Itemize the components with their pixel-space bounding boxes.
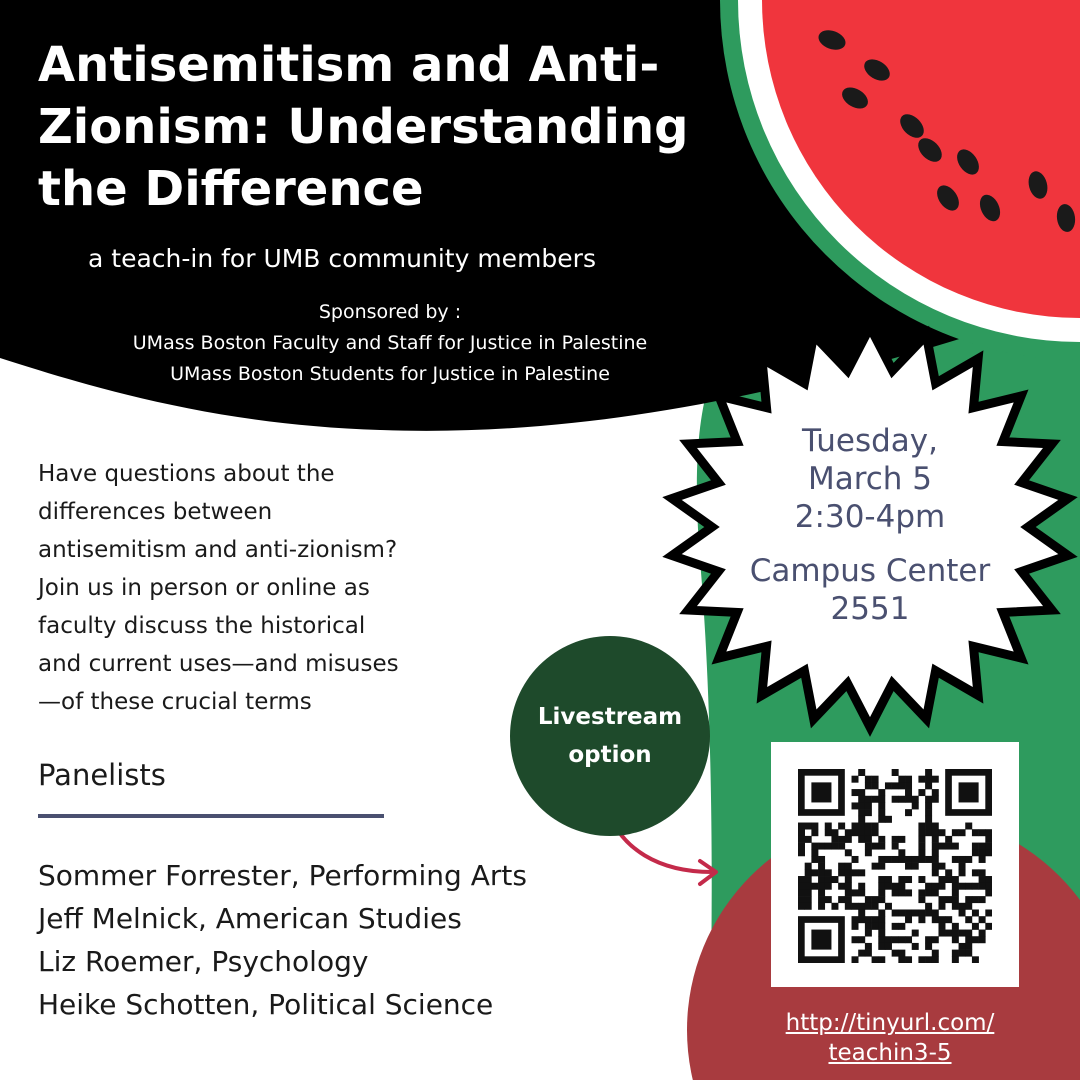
event-time: 2:30-4pm — [794, 499, 946, 535]
intro-line: antisemitism and anti-zionism? — [38, 537, 398, 563]
panelists-list — [38, 854, 658, 1026]
livestream-label: option — [568, 742, 652, 768]
qr-link-line: teachin3-5 — [828, 1040, 952, 1066]
sponsor-item: UMass Boston Students for Justice in Palestine — [170, 363, 610, 385]
qr-link-line: http://tinyurl.com/ — [785, 1010, 995, 1036]
event-day: Tuesday, — [802, 423, 938, 459]
livestream-label: Livestream — [537, 704, 683, 730]
sponsors-label: Sponsored by : — [318, 301, 462, 323]
event-details — [714, 422, 1026, 628]
intro-line: faculty discuss the historical — [38, 613, 366, 639]
panelist-item: Heike Schotten, Political Science — [38, 988, 494, 1021]
page-title — [38, 34, 738, 220]
title-line: Zionism: Understanding — [38, 99, 689, 155]
intro-line: Have questions about the — [38, 461, 335, 487]
intro-line: —of these crucial terms — [38, 689, 312, 715]
event-room: 2551 — [830, 591, 910, 627]
panelists-divider — [38, 814, 384, 818]
panelists-heading: Panelists — [38, 758, 166, 792]
event-gap — [714, 536, 1026, 552]
subtitle: a teach-in for UMB community members — [88, 244, 596, 273]
title-line: Antisemitism and Anti- — [38, 37, 660, 93]
event-location: Campus Center — [749, 553, 991, 589]
panelist-item: Jeff Melnick, American Studies — [38, 902, 462, 935]
livestream-badge — [510, 636, 710, 836]
sponsor-item: UMass Boston Faculty and Staff for Justice in Palestine — [132, 332, 648, 354]
panelist-item: Liz Roemer, Psychology — [38, 945, 369, 978]
intro-text — [38, 455, 518, 721]
event-date: March 5 — [807, 461, 933, 497]
qr-code[interactable] — [798, 769, 992, 963]
qr-link[interactable] — [740, 1008, 1040, 1068]
title-line: the Difference — [38, 161, 424, 217]
sponsors-block — [80, 297, 700, 390]
panelist-item: Sommer Forrester, Performing Arts — [38, 859, 527, 892]
intro-line: and current uses—and misuses — [38, 651, 399, 677]
qr-code-card[interactable] — [771, 742, 1019, 987]
intro-line: differences between — [38, 499, 273, 525]
intro-line: Join us in person or online as — [38, 575, 370, 601]
